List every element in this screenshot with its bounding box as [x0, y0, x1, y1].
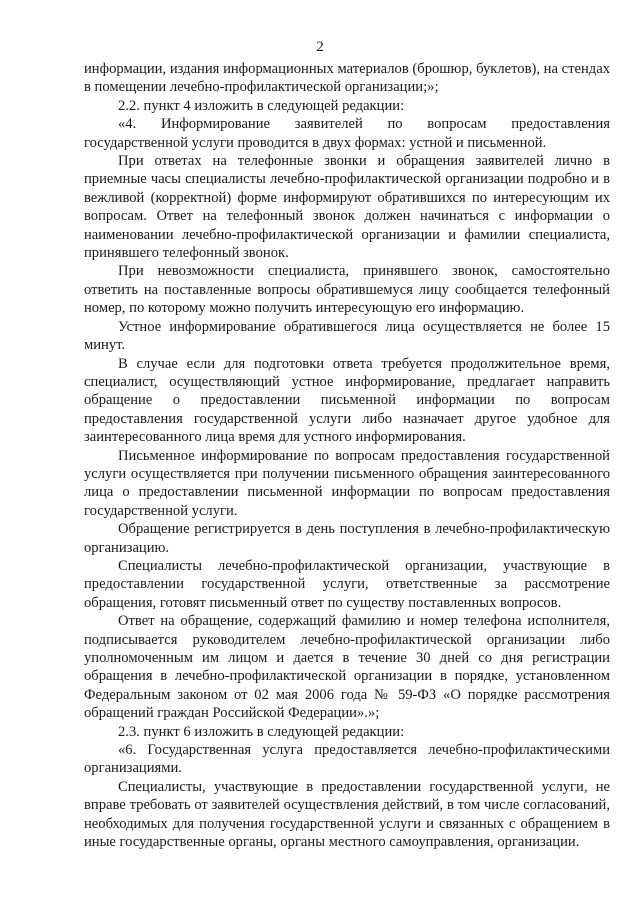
- paragraph-impossibility: При невозможности специалиста, принявшего звонок, самостоятельно ответить на поставленные вопросы обратившемуся лицу сообщается телефонный номер, по которому можно получить интересующую его информацию.: [84, 263, 610, 317]
- paragraph-oral-duration: Устное информирование обратившегося лица осуществляется не более 15 минут.: [84, 318, 610, 354]
- paragraph-answer-signature: Ответ на обращение, содержащий фамилию и номер телефона исполнителя, подписывается руководителем лечебно-профилактической организации либо уполномоченным им лицом и дается в течение 30 дней со дня регистрации обращения в лечебно-профилактической организации в порядке, установленном Федеральным законом от 02 мая 2006 года № 59-ФЗ «О порядке рассмотрения обращений граждан Российской Федерации».»;: [84, 613, 610, 722]
- paragraph-continuation: информации, издания информационных материалов (брошюр, буклетов), на стендах в помещении лечебно-профилактической организации;»;: [84, 61, 610, 96]
- paragraph-item-2-3: 2.3. пункт 6 изложить в следующей редакции:: [118, 723, 405, 740]
- paragraph-specialists-restrictions: Специалисты, участвующие в предоставлении государственной услуги, не вправе требовать от заявителей осуществления действий, в том числе согласований, необходимых для получения государственной услуги и связанных с обращением в иные государственные органы, органы местного самоуправления, организации.: [84, 778, 610, 851]
- paragraph-registration: Обращение регистрируется в день поступления в лечебно-профилактическую организацию.: [84, 521, 610, 556]
- paragraph-point-4: «4. Информирование заявителей по вопросам предоставления государственной услуги проводится в двух формах: устной и письменной.: [84, 116, 610, 151]
- paragraph-long-preparation: В случае если для подготовки ответа требуется продолжительное время, специалист, осуществляющий устное информирование, предлагает направить обращение о предоставлении письменной информации по вопросам предоставления государственной услуги либо назначает другое удобное для заинтересованного лица время для устного информирования.: [84, 355, 610, 446]
- paragraph-phone-answers: При ответах на телефонные звонки и обращения заявителей лично в приемные часы специалисты лечебно-профилактической организации подробно и в вежливой (корректной) форме информируют обратившихся по интересующим их вопросам. Ответ на телефонный звонок должен начинаться с информации о наименовании лечебно-профилактической организации и фамилии специалиста, принявшего телефонный звонок.: [84, 153, 610, 262]
- page-number: 2: [316, 39, 324, 55]
- paragraph-point-6: «6. Государственная услуга предоставляется лечебно-профилактическими организациями.: [84, 742, 610, 777]
- paragraph-item-2-2: 2.2. пункт 4 изложить в следующей редакции:: [118, 97, 405, 114]
- paragraph-written-info: Письменное информирование по вопросам предоставления государственной услуги осуществляется при получении письменного обращения заинтересованного лица о предоставлении письменной информации по вопросам предоставления государственной услуги.: [84, 447, 610, 519]
- document-body: [84, 60, 610, 851]
- paragraph-specialists-answer: Специалисты лечебно-профилактической организации, участвующие в предоставлении государственной услуги, ответственные за рассмотрение обращения, готовят письменный ответ по существу поставленных вопросов.: [84, 557, 610, 611]
